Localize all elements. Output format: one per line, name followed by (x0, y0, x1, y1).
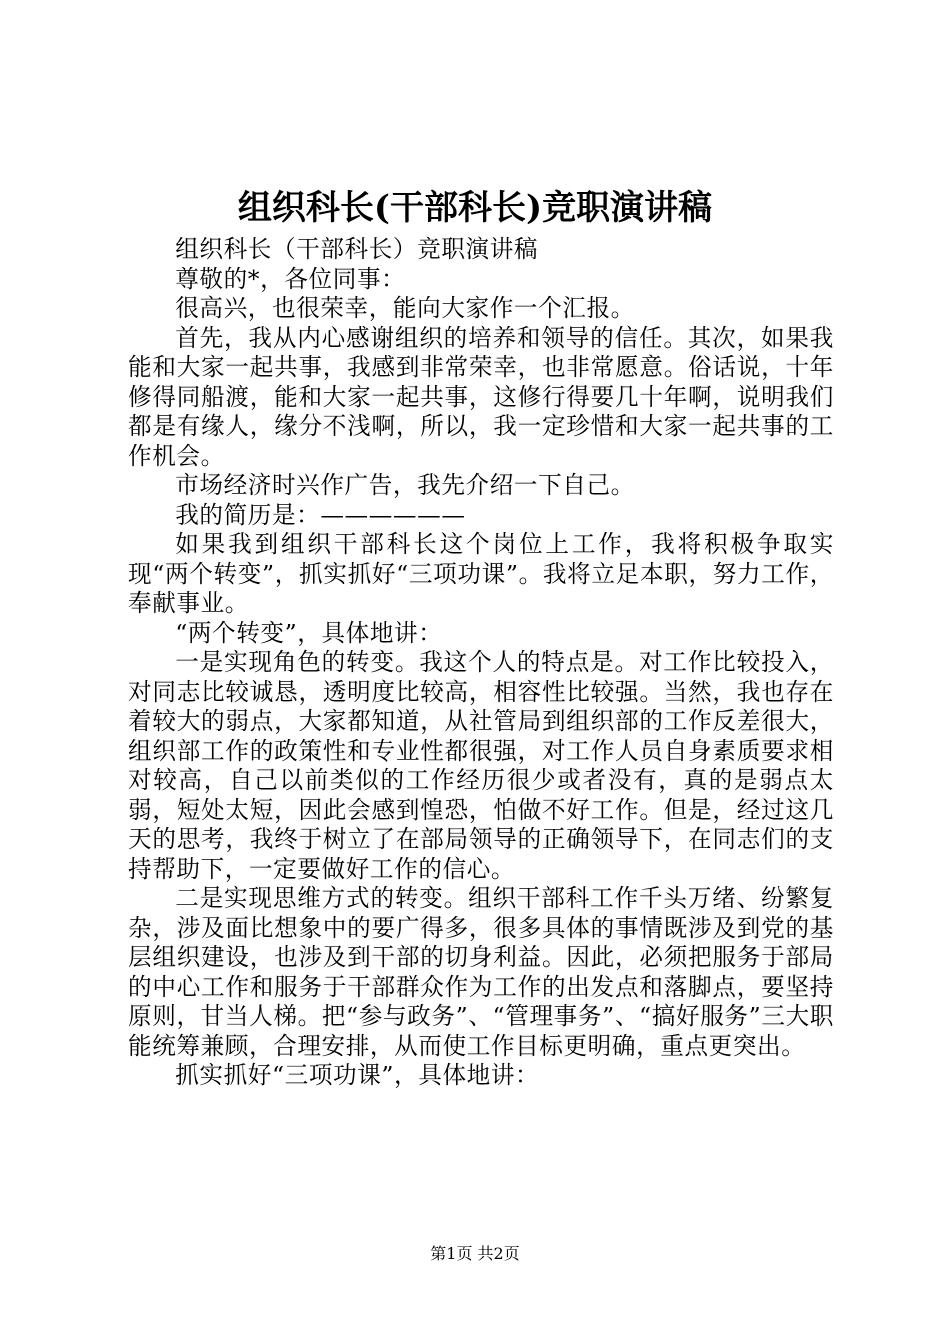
paragraph-subtitle: 组织科长（干部科长）竞职演讲稿 (175, 235, 539, 263)
page-number-footer: 第1页 共2页 (430, 1244, 520, 1263)
paragraph: 很高兴，也很荣幸，能向大家作一个汇报。 (175, 294, 635, 322)
paragraph-salutation: 尊敬的*，各位同事： (175, 264, 406, 293)
paragraph: 二是实现思维方式的转变。组织干部科工作千头万绪、纷繁复杂，涉及面比想象中的要广得多，很多具体的事情既涉及到党的基层组织建设，也涉及到干部的切身利益。因此，必须把服务于部局的中心工作和服务于干部群众作为工作的出发点和落脚点，要坚持原则，甘当人梯。把“参与政务”、“管理事务”、“搞好服务”三大职能统筹兼顾，合理安排，从而使工作目标更明确，重点更突出。 (128, 884, 834, 1060)
paragraph: 一是实现角色的转变。我这个人的特点是。对工作比较投入，对同志比较诚恳，透明度比较高，相容性比较强。当然，我也存在着较大的弱点，大家都知道，从社管局到组织部的工作反差很大，组织部工作的政策性和专业性都很强，对工作人员自身素质要求相对较高，自己以前类似的工作经历很少或者没有，真的是弱点太弱，短处太短，因此会感到惶恐，怕做不好工作。但是，经过这几天的思考，我终于树立了在部局领导的正确领导下，在同志们的支持帮助下，一定要做好工作的信心。 (128, 648, 834, 883)
paragraph: 市场经济时兴作广告，我先介绍一下自己。 (175, 471, 635, 499)
document-title: 组织科长(干部科长)竞职演讲稿 (237, 188, 713, 228)
paragraph: 首先，我从内心感谢组织的培养和领导的信任。其次，如果我能和大家一起共事，我感到非常荣幸，也非常愿意。俗话说，十年修得同船渡，能和大家一起共事，这修行得要几十年啊，说明我们都是有缘人，缘分不浅啊，所以，我一定珍惜和大家一起共事的工作机会。 (128, 323, 834, 470)
paragraph: “两个转变”，具体地讲： (175, 618, 443, 647)
paragraph: 如果我到组织干部科长这个岗位上工作，我将积极争取实现“两个转变”，抓实抓好“三项功课”。我将立足本职，努力工作，奉献事业。 (128, 530, 834, 617)
document-body (128, 235, 834, 1091)
paragraph: 抓实抓好“三项功课”，具体地讲： (175, 1061, 540, 1089)
paragraph: 我的简历是：—————— (175, 500, 466, 529)
